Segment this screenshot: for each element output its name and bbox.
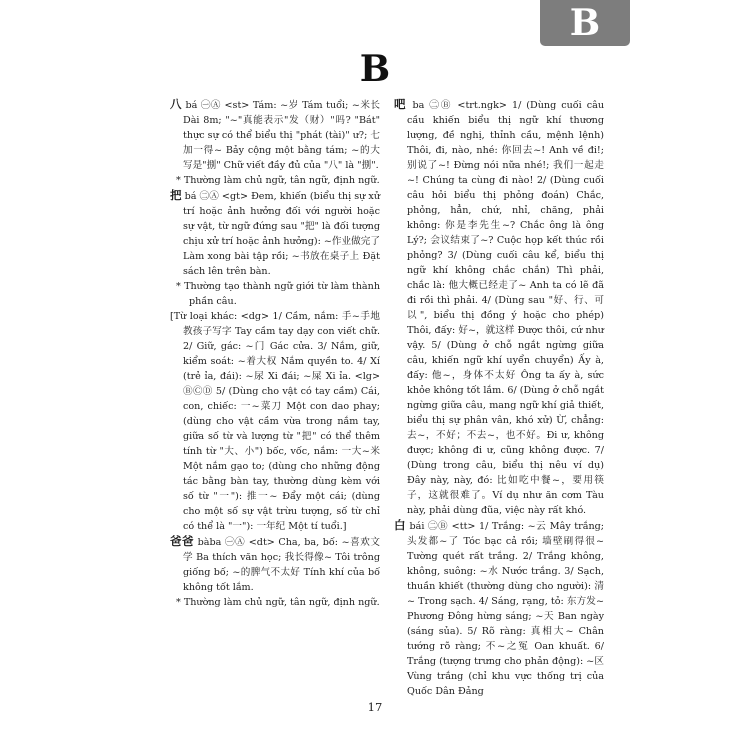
left-column (170, 97, 380, 699)
entry-headword: 八 (170, 97, 182, 111)
dictionary-entry: 八 bá ㊀Ⓐ <st> Tám: ~岁 Tám tuổi; ~米长 Dài 8m; "~"真能表示"发（财）"吗? "Bát" thực sự có thể biểu thị "phát (tài)" ư?; 七加一得~ Bảy cộng một bằng tám; ~的大写是"捌" Chữ viết đầy đủ của "八" là "捌". (170, 97, 380, 171)
text-columns (170, 97, 604, 699)
dictionary-entry: 白 bái ㊁Ⓑ <tt> 1/ Trắng: ~云 Mây trắng; 头发都~了 Tóc bạc cả rồi; 墙壁刷得很~ Tường quét rất trắng. 2/ Trắng không, không, suông: ~水 Nước trắng. 3/ Sạch, thuần khiết (thường dùng cho người): 清~ Trong sạch. 4/ Sáng, rạng, tỏ: 东方发~ Phương Đông hừng sáng; ~天 Ban ngày (sáng sủa). 5/ Rõ ràng: 真相大~ Chân tướng rõ ràng; 不~之冤 Oan khuất. 6/ Trắng (tượng trưng cho phản động): ~区 Vùng trắng (chỉ khu vực thống trị của Quốc Dân Đảng (394, 518, 604, 697)
dictionary-entry: 把 bá ㊁Ⓐ <gt> Đem, khiến (biểu thị sự xử trí hoặc ảnh hưởng đối với người hoặc sự vật, từ ngữ đứng sau "把" là đối tượng chịu xử trí hoặc ảnh hưởng): ~作业做完了 Làm xong bài tập rồi; ~书放在桌子上 Đặt sách lên trên bàn. (170, 188, 381, 277)
usage-note: * Thường làm chủ ngữ, tân ngữ, định ngữ. (176, 597, 380, 608)
dictionary-entry: 爸爸 bàba ㊀Ⓐ <dt> Cha, ba, bố: ~喜欢文学 Ba thích văn học; 我长得像~ Tôi trông giống bố; ~的脾气不太好 Tính khí của bố không tốt lắm. (170, 534, 381, 593)
entry-headword: 爸爸 (170, 534, 195, 548)
entry-headword: 把 (170, 188, 182, 202)
dictionary-entry: 吧 ba ㊁Ⓑ <trt.ngk> 1/ (Dùng cuối câu cầu khiến biểu thị ngữ khí thương lượng, đề nghị, thỉnh cầu, mệnh lệnh) Thôi, đi, nào, nhé: 你回去~! Anh về đi!; 别说了~! Đừng nói nữa nhé!; 我们一起走~! Chúng ta cùng đi nào! 2/ (Dùng cuối câu hỏi biểu thị phỏng đoán) Chắc, phỏng, hẳn, chứ, nhỉ, chăng, phải không: 你是李先生~? Chắc ông là ông Lý?; 会议结束了~? Cuộc họp kết thúc rồi phỏng? 3/ (Dùng cuối câu kể, biểu thị ngữ khí không chắc chắn) Thì phải, chắc là: 他大概已经走了~ Anh ta có lẽ đã đi rồi thì phải. 4/ (Dùng sau "好、行、可以", biểu thị đồng ý hoặc cho phép) Thôi, đấy: 好~，就这样 Được thôi, cứ như vậy. 5/ (Dùng ở chỗ ngắt ngừng giữa câu, khiến ngữ khí uyển chuyển) Ấy à, đấy: 他~，身体不太好 Ông ta ấy à, sức khỏe không tốt lắm. 6/ (Dùng ở chỗ ngắt ngừng giữa câu, mang ngữ khí giả thiết, biểu thị sự phân vân, khó xử) Ừ, chẳng: 去~，不好；不去~，也不好。Đi ư, không được; không đi ư, cũng không được. 7/ (Dùng trong câu, biểu thị nêu ví dụ) Đây này, này, đó: 比如吃中餐~，要用筷子，这就很难了。Ví dụ như ăn cơm Tàu này, phải dùng đũa, việc này rất khó. (394, 97, 605, 516)
entry-headword: 白 (394, 518, 406, 532)
section-letter-heading: B (359, 48, 391, 90)
usage-note: * Thường tạo thành ngữ giới từ làm thành phần câu. (176, 281, 380, 307)
usage-note: * Thường làm chủ ngữ, tân ngữ, định ngữ. (176, 175, 380, 186)
page-number: 17 (367, 700, 383, 714)
other-pos-block: [Từ loại khác: <dg> 1/ Cầm, nắm: 手~手地教孩子写字 Tay cầm tay dạy con viết chữ. 2/ Giữ, gác: ~门 Gác cửa. 3/ Nắm, giữ, kiểm soát: ~着大权 Nắm quyền to. 4/ Xí (trẻ ỉa, đái): ~尿 Xi đái; ~屎 Xi ỉa. <lg> ⒷⒸⒹ 5/ (Dùng cho vật có tay cầm) Cái, con, chiếc: 一~菜刀 Một con dao phay; (dùng cho vật cầm vừa trong nắm tay, giữa số từ và lượng từ "把" có thể thêm tính từ "大、小") bốc, vốc, nắm: 一大~米 Một nắm gạo to; (dùng cho những động tác bằng bàn tay, thường dùng kèm với số từ "一"): 推一~ Đẩy một cái; (dùng cho một số sự vật trừu tượng, số từ chỉ có thể là "一"): 一年纪 Một tí tuổi.] (170, 311, 380, 532)
section-tab-letter: B (569, 2, 601, 44)
right-column (394, 97, 604, 699)
section-thumb-tab (540, 0, 630, 46)
entry-headword: 吧 (394, 97, 408, 111)
